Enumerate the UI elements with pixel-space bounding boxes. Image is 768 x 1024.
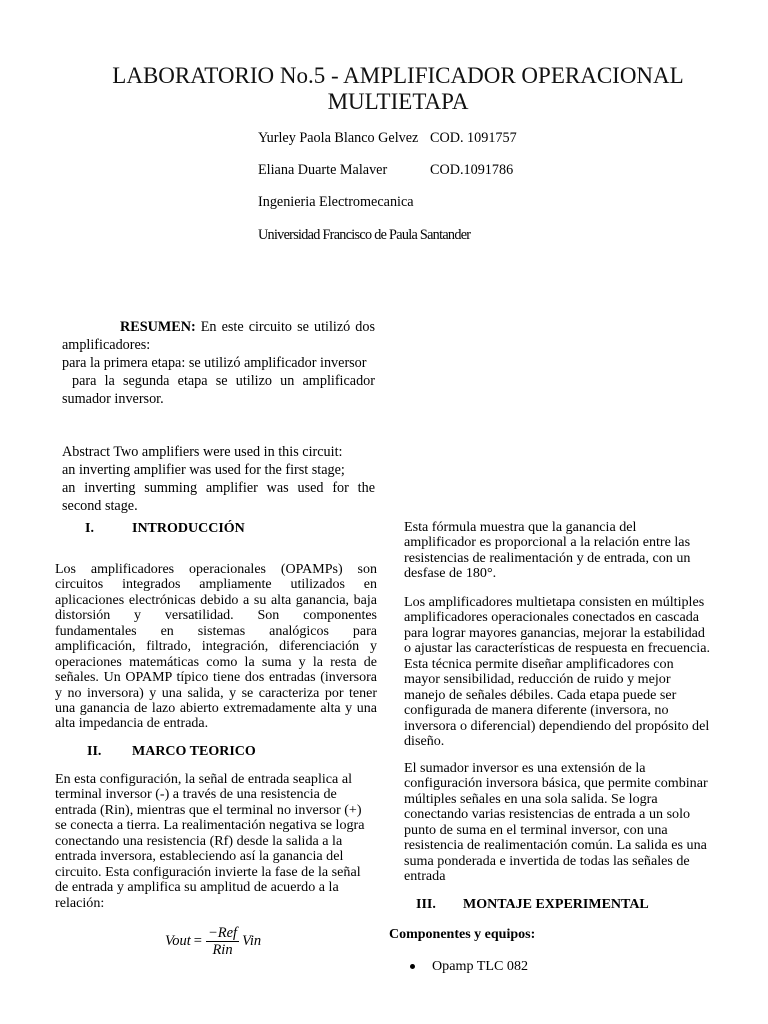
paragraph-line: y no inversora) y una salida, y se caracteriza por tener <box>55 685 377 701</box>
paragraph-line: alta impedancia de entrada. <box>55 716 209 732</box>
abstract-line: an inverting amplifier was used for the first stage; <box>62 462 345 478</box>
paragraph-line: conectando varias resistencias de entrada a un solo <box>404 807 691 823</box>
paragraph-line: inversora o diferencial) dependiendo del propósito del <box>404 718 710 734</box>
paragraph-line: amplificador es proporcional a la relación entre las <box>404 535 691 551</box>
paragraph-line: circuitos integrados ampliamente utilizados en <box>55 577 377 593</box>
resumen-block <box>62 318 375 408</box>
paragraph-line: relación: <box>55 895 105 911</box>
resumen-text: En este circuito se utilizó dos <box>200 319 375 335</box>
paragraph-line: distorsión y versatilidad. Son componentes <box>55 608 377 624</box>
section-number: III. <box>416 897 436 912</box>
paragraph-line: suma ponderada e invertida de todas las señales de <box>404 853 690 869</box>
paragraph-line: terminal inversor (-) a través de una resistencia de <box>55 787 337 803</box>
list-item <box>0 957 768 975</box>
paragraph-line: de entrada y amplifica su amplitud de acuerdo a la <box>55 880 339 896</box>
formula-lhs: Vout <box>165 933 191 949</box>
paragraph-line: configuración inversora básica, que permite combinar <box>404 776 708 792</box>
resumen-line: sumador inversor. <box>62 391 164 407</box>
author-row <box>258 161 514 179</box>
paragraph-line: amplificación, filtrado, integración, diferenciación y <box>55 639 377 655</box>
abstract-block <box>62 443 375 515</box>
paragraph-line: conectando una resistencia (Rf) desde la salida a la <box>55 833 343 849</box>
author-name: Eliana Duarte Malaver <box>258 162 388 178</box>
paragraph-line: punto de suma en el terminal inversor, con una <box>404 822 668 838</box>
paragraph-line: Esta técnica permite diseñar amplificadores con <box>404 656 674 672</box>
paragraph-line: para lograr mayores ganancias, mejorar la estabilidad <box>404 625 705 641</box>
paragraph-line: Los amplificadores operacionales (OPAMPs) son <box>55 562 377 577</box>
author-row <box>258 129 517 147</box>
resumen-line: amplificadores: <box>62 337 151 353</box>
author-code: COD.1091786 <box>430 162 514 178</box>
paragraph-line: resistencias de realimentación y de entrada, con un <box>404 550 691 566</box>
fraction-denominator: Rin <box>212 942 233 958</box>
paragraph-line: entrada (Rin), mientras que el terminal no inversor (+) <box>55 802 362 818</box>
paragraph-line: entrada inversora, estableciendo así la ganancia del <box>55 849 344 865</box>
abstract-line: Abstract Two amplifiers were used in this circuit: <box>62 444 343 460</box>
paragraph-line: operaciones matemáticas como la suma y la resta de <box>55 654 377 670</box>
paragraph-line: mayor sensibilidad, reducción de ruido y mejor <box>404 672 671 688</box>
title-line: LABORATORIO No.5 - AMPLIFICADOR OPERACIONAL <box>112 63 684 88</box>
paragraph-line: se conecta a tierra. La realimentación negativa se logra <box>55 818 365 834</box>
formula-equals: = <box>193 933 202 949</box>
resumen-line <box>62 318 375 336</box>
paragraph-line: amplificadores operacionales conectados en cascada <box>404 610 700 626</box>
paragraph-line: manejo de señales débiles. Cada etapa puede ser <box>404 687 677 703</box>
paragraph-line: En esta configuración, la señal de entrada seaplica al <box>55 772 353 787</box>
program-name: Ingenieria Electromecanica <box>258 194 414 210</box>
components-subheading: Componentes y equipos: <box>389 927 536 942</box>
author-name: Yurley Paola Blanco Gelvez <box>258 130 419 146</box>
paragraph-line: Los amplificadores multietapa consisten en múltiples <box>404 595 705 610</box>
resumen-line: para la segunda etapa se utilizo un amplificador <box>72 373 375 389</box>
section-number: I. <box>85 521 94 536</box>
paragraph-line: aplicaciones electrónicas debido a su alta ganancia, baja <box>55 592 377 608</box>
paragraph-line: Esta fórmula muestra que la ganancia del <box>404 520 637 535</box>
author-code: COD. 1091757 <box>430 130 517 146</box>
section-heading-montaje-experimental <box>0 896 768 914</box>
bullet-icon <box>410 964 415 969</box>
paragraph <box>404 595 724 749</box>
paragraph <box>55 562 377 732</box>
section-number: II. <box>87 744 102 759</box>
abstract-line: second stage. <box>62 498 138 514</box>
paragraph-line: configurada de manera diferente (inversora, no <box>404 703 669 719</box>
paragraph <box>404 520 724 582</box>
title-line: MULTIETAPA <box>327 89 469 114</box>
abstract-line: an inverting summing amplifier was used for the <box>62 480 375 496</box>
formula-rhs: Vin <box>242 933 262 949</box>
paragraph-line: entrada <box>404 869 446 885</box>
formula-fraction <box>206 925 239 958</box>
paragraph-line: señales. Un OPAMP típico tiene dos entradas (inversora <box>55 670 377 686</box>
paragraph-line: fundamentales en sistemas analógicos para <box>55 623 377 639</box>
paragraph-line: desfase de 180°. <box>404 566 497 582</box>
resumen-line: para la primera etapa: se utilizó amplificador inversor <box>62 355 367 371</box>
paragraph <box>55 772 377 911</box>
gain-formula <box>165 925 261 958</box>
paragraph-line: múltiples señales en una sola salida. Se logra <box>404 791 658 807</box>
section-title: INTRODUCCIÓN <box>132 521 245 536</box>
paragraph-line: o ajustar las características de respuesta en frecuencia. <box>404 641 710 657</box>
section-title: MONTAJE EXPERIMENTAL <box>463 897 649 912</box>
paragraph-line: una ganancia de lazo abierto extremadamente alta y una <box>55 700 377 716</box>
paragraph-line: El sumador inversor es una extensión de la <box>404 761 646 776</box>
fraction-numerator: −Ref <box>207 925 238 941</box>
university-name: Universidad Francisco de Paula Santander <box>258 227 471 243</box>
paragraph-line: circuito. Esta configuración invierte la fase de la señal <box>55 864 361 880</box>
paragraph-line: resistencia de realimentación común. La salida es una <box>404 838 707 854</box>
resumen-label: RESUMEN: <box>120 319 196 335</box>
list-item-text: Opamp TLC 082 <box>432 958 529 974</box>
section-title: MARCO TEORICO <box>132 744 256 759</box>
paragraph <box>404 761 724 885</box>
paragraph-line: diseño. <box>404 733 445 749</box>
